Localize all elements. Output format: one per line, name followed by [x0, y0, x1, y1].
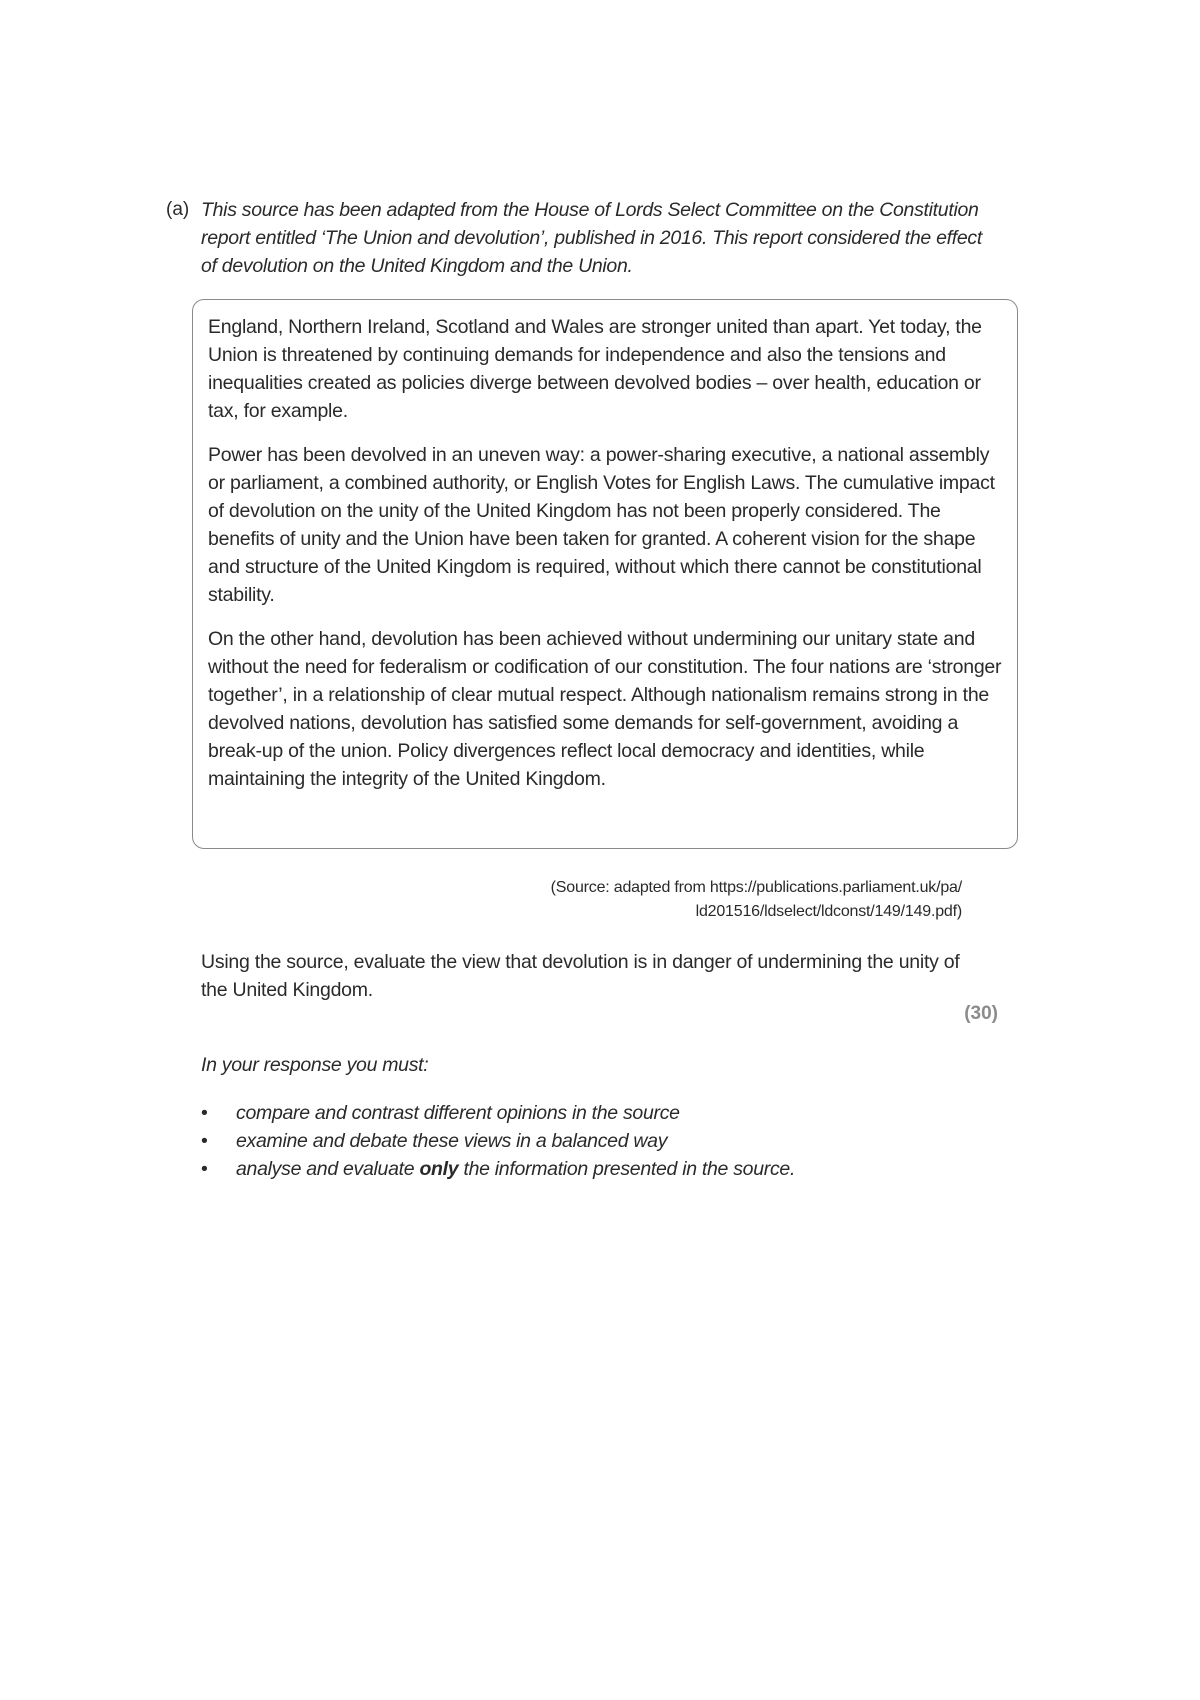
bullet-marker: •: [201, 1130, 208, 1152]
source-paragraph: England, Northern Ireland, Scotland and Wales are stronger united than apart. Yet today, the Union is threatened by continuing demands for independence and also the tensions and inequalities created as policies diverge between devolved bodies – over health, education or tax, for example.: [208, 316, 982, 422]
source-paragraph: On the other hand, devolution has been achieved without undermining our unitary state and without the need for federalism or codification of our constitution. The four nations are ‘stronger together’, in a relationship of clear mutual respect. Although nationalism remains strong in the devolved nations, devolution has satisfied some demands for self-government, avoiding a break-up of the union. Policy divergences reflect local democracy and identities, while maintaining the integrity of the United Kingdom.: [208, 628, 1002, 790]
requirement-text: compare and contrast different opinions in the source: [236, 1102, 680, 1124]
requirement-item: [201, 1155, 795, 1183]
source-extract-box: [192, 299, 1018, 849]
emphasis-only: only: [419, 1158, 459, 1180]
requirement-item: [201, 1099, 795, 1127]
source-introduction: This source has been adapted from the House of Lords Select Committee on the Constitution report entitled ‘The Union and devolution’, published in 2016. This report considered the effect of devolution on the United Kingdom and the Union.: [201, 199, 982, 277]
requirement-text: examine and debate these views in a balanced way: [236, 1130, 668, 1152]
bullet-marker: •: [201, 1158, 208, 1180]
source-citation: [402, 876, 962, 924]
requirements-list: [201, 1099, 795, 1183]
requirement-text-end: the information presented in the source.: [458, 1158, 796, 1180]
citation-line: ld201516/ldselect/ldconst/149/149.pdf): [695, 903, 962, 920]
marks-available: (30): [964, 1003, 998, 1024]
question-label: (a): [166, 199, 190, 220]
requirement-item: [201, 1127, 795, 1155]
question-text: Using the source, evaluate the view that devolution is in danger of undermining the unity of the United Kingdom.: [201, 951, 960, 1001]
bullet-marker: •: [201, 1102, 208, 1124]
source-paragraph: Power has been devolved in an uneven way: a power-sharing executive, a national assembly or parliament, a combined authority, or English Votes for English Laws. The cumulative impact of devolution on the unity of the United Kingdom has not been properly considered. The benefits of unity and the Union have been taken for granted. A coherent vision for the shape and structure of the United Kingdom is required, without which there cannot be constitutional stability.: [208, 444, 995, 606]
response-instruction: In your response you must:: [201, 1054, 429, 1076]
citation-line: (Source: adapted from https://publications.parliament.uk/pa/: [550, 879, 962, 896]
requirement-text-start: analyse and evaluate: [236, 1158, 420, 1180]
